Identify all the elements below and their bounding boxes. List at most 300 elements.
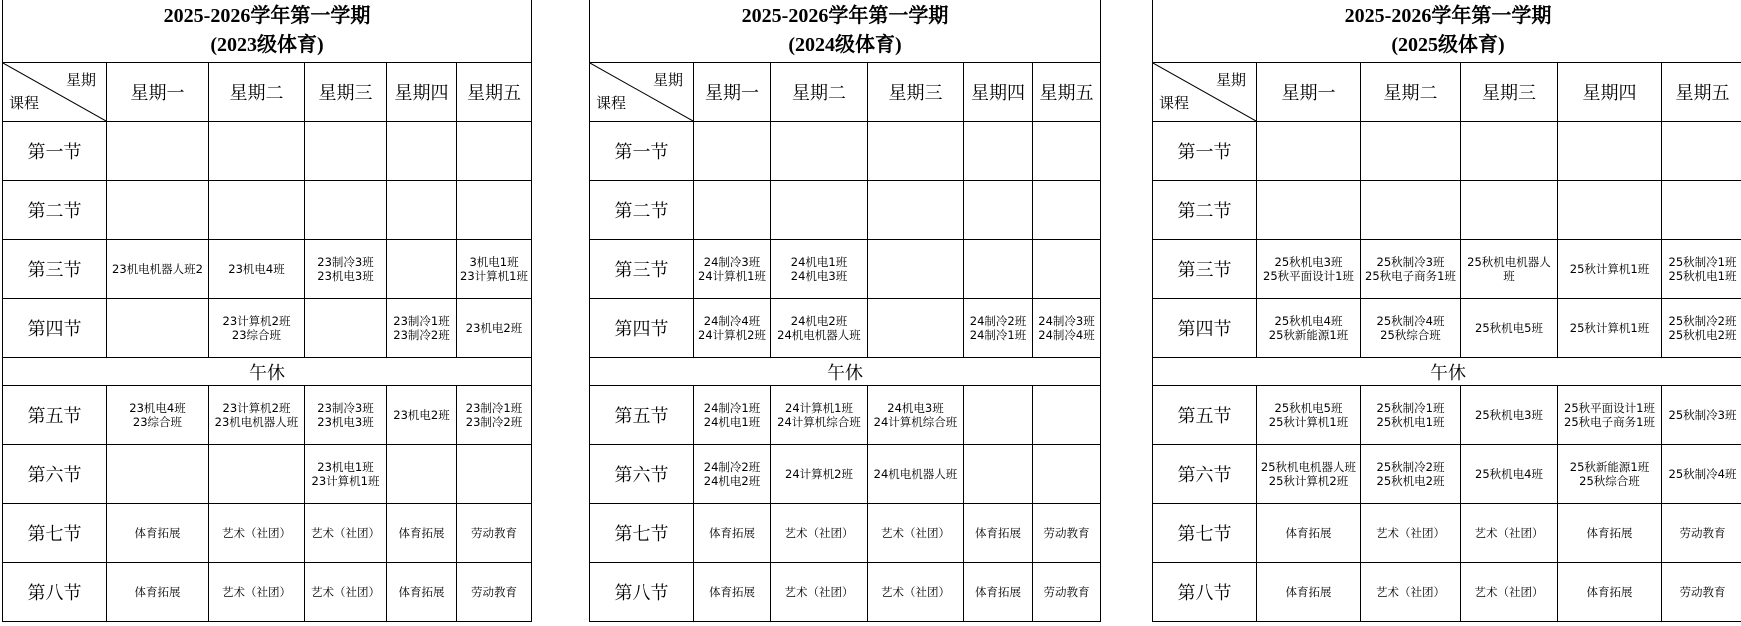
class-entry: 23制冷2班 [393,328,450,342]
schedule-cell [1558,181,1662,240]
class-entry: 25秋制冷3班 [1376,255,1445,269]
title-line-1: 2025-2026学年第一学期 [163,5,371,27]
period-row [1153,563,1741,622]
class-entry: 25秋制冷2班 [1376,460,1445,474]
class-entry: 25秋机电3班 [1274,255,1343,269]
schedule-cell [1257,240,1361,299]
period-row [3,299,532,358]
corner-period-label: 课程 [9,94,40,112]
corner-period-label: 课程 [596,94,627,112]
schedule-cell [964,181,1033,240]
schedule-cell [1461,386,1558,445]
lunch-break-row [1153,358,1741,386]
class-entry: 25秋机电3班 [1475,408,1543,422]
class-entry: 23制冷1班 [465,401,523,415]
schedule-cell [1558,122,1662,181]
day-header-2: 星期二 [209,63,305,122]
schedule-cell [694,504,771,563]
class-entry: 25秋计算机1班 [1569,321,1650,335]
schedule-cell [1257,563,1361,622]
schedule-cell [1361,181,1461,240]
schedule-cell [1662,504,1741,563]
schedule-cell [868,386,964,445]
class-entry: 25秋综合班 [1579,474,1640,488]
period-row [590,563,1101,622]
class-entry: 25秋电子商务1班 [1365,269,1456,283]
schedule-cell [694,445,771,504]
class-entry: 25秋计算机1班 [1268,415,1349,429]
schedule-cell [1461,122,1558,181]
period-label: 第三节 [1153,240,1257,299]
schedule-cell [107,299,209,358]
schedule-cell [457,122,532,181]
corner-header [3,63,107,122]
class-entry: 25秋机电4班 [1475,467,1543,481]
period-label: 第五节 [590,386,694,445]
class-entry: 艺术（社团） [784,585,854,599]
class-entry: 艺术（社团） [311,526,380,540]
period-row [590,386,1101,445]
class-entry: 体育拓展 [134,526,181,540]
class-entry: 23制冷3班 [317,255,374,269]
schedule-cell [209,386,305,445]
class-entry: 体育拓展 [398,585,445,599]
schedule-cell [107,445,209,504]
period-label: 第六节 [1153,445,1257,504]
period-label: 第一节 [590,122,694,181]
schedule-cell [1662,240,1741,299]
class-entry: 25秋机电2班 [1376,474,1445,488]
class-entry: 体育拓展 [975,526,1021,540]
schedule-cell [387,504,457,563]
lunch-break-row [590,358,1101,386]
schedule-cell [1361,504,1461,563]
schedule-cell [1361,240,1461,299]
class-entry: 体育拓展 [1586,585,1633,599]
class-entry: 25秋制冷1班 [1376,401,1445,415]
class-entry: 25秋新能源1班 [1268,328,1349,342]
day-header-1: 星期一 [694,63,771,122]
class-entry: 24制冷2班 [703,460,761,474]
class-entry: 体育拓展 [709,585,755,599]
schedule-cell [1461,240,1558,299]
schedule-cell [457,299,532,358]
period-row [590,122,1101,181]
class-entry: 25秋机电1班 [1668,269,1737,283]
period-label: 第七节 [1153,504,1257,563]
period-row [590,181,1101,240]
schedule-cell [771,299,868,358]
class-entry: 劳动教育 [471,526,517,540]
title-line-2: (2025级体育) [1391,34,1505,56]
schedule-cell [209,504,305,563]
class-entry: 劳动教育 [1043,585,1090,599]
schedule-cell [1257,181,1361,240]
period-row [3,240,532,299]
class-entry: 24制冷4班 [1038,328,1095,342]
schedule-cell [1361,299,1461,358]
title-row [3,0,532,63]
class-entry: 24机电机器人班 [873,467,958,481]
class-entry: 体育拓展 [1285,526,1332,540]
schedule-cell [1033,299,1101,358]
schedule-cell [1461,181,1558,240]
class-entry: 25秋机电5班 [1274,401,1343,415]
lunch-break-label: 午休 [590,358,1101,386]
schedule-cell [1257,386,1361,445]
schedule-cell [868,445,964,504]
class-entry: 25秋制冷2班 [1668,314,1737,328]
schedule-cell [457,386,532,445]
title-line-1: 2025-2026学年第一学期 [1344,5,1552,27]
class-entry: 23机电3班 [317,415,374,429]
class-entry: 24机电机器人班 [777,328,861,342]
corner-day-label: 星期 [652,71,683,89]
class-entry: 24计算机1班 [785,401,853,415]
schedule-cell [305,181,387,240]
schedule-cell [305,240,387,299]
class-entry: 艺术（社团） [311,585,380,599]
schedule-cell [107,504,209,563]
schedule-cell [387,299,457,358]
timetable-2025 [1152,0,1741,622]
schedule-cell [771,122,868,181]
schedule-cell [1033,504,1101,563]
class-entry: 23机电2班 [393,408,450,422]
schedule-cell [387,445,457,504]
period-row [3,445,532,504]
title-row [1153,0,1741,63]
corner-header [1153,63,1257,122]
class-entry: 23计算机1班 [311,474,380,488]
table-title [590,0,1101,63]
schedule-cell [1461,563,1558,622]
class-entry: 25秋制冷1班 [1668,255,1737,269]
corner-header [590,63,694,122]
schedule-cell [1461,445,1558,504]
class-entry: 25秋综合班 [1380,328,1441,342]
day-header-1: 星期一 [107,63,209,122]
schedule-cell [694,563,771,622]
schedule-cell [771,563,868,622]
period-label: 第二节 [3,181,107,240]
schedule-cell [771,386,868,445]
schedule-cell [209,563,305,622]
day-header-3: 星期三 [868,63,964,122]
schedule-cell [387,240,457,299]
schedule-cell [1662,181,1741,240]
schedule-cell [964,122,1033,181]
class-entry: 体育拓展 [1586,526,1633,540]
schedule-cell [1257,299,1361,358]
class-entry: 25秋制冷4班 [1668,467,1737,481]
schedule-cell [107,122,209,181]
schedule-cell [964,445,1033,504]
title-line-2: (2023级体育) [210,34,324,56]
schedule-cell [1033,386,1101,445]
period-label: 第四节 [590,299,694,358]
schedule-cell [1033,563,1101,622]
period-row [1153,240,1741,299]
class-entry: 24机电2班 [703,474,761,488]
period-row [3,122,532,181]
period-row [1153,504,1741,563]
class-entry: 25秋新能源1班 [1569,460,1650,474]
period-label: 第四节 [1153,299,1257,358]
period-row [3,386,532,445]
schedule-cell [457,445,532,504]
schedule-cell [209,240,305,299]
class-entry: 23制冷2班 [465,415,523,429]
period-label: 第八节 [1153,563,1257,622]
lunch-break-label: 午休 [3,358,532,386]
header-row [590,63,1101,122]
class-entry: 24制冷2班 [969,314,1027,328]
period-label: 第二节 [590,181,694,240]
corner-day-label: 星期 [1215,71,1246,89]
schedule-cell [771,445,868,504]
class-entry: 24机电3班 [887,401,944,415]
day-header-5: 星期五 [1033,63,1101,122]
class-entry: 23机电4班 [228,262,285,276]
class-entry: 25秋平面设计1班 [1263,269,1354,283]
day-header-3: 星期三 [1461,63,1558,122]
header-row [1153,63,1741,122]
schedule-cell [1461,299,1558,358]
schedule-cell [457,504,532,563]
table-title [3,0,532,63]
period-label: 第七节 [3,504,107,563]
class-entry: 艺术（社团） [784,526,854,540]
schedule-cell [457,240,532,299]
day-header-5: 星期五 [1662,63,1741,122]
period-row [1153,386,1741,445]
schedule-cell [1361,445,1461,504]
schedule-cell [1662,563,1741,622]
class-entry: 23综合班 [231,328,282,342]
schedule-cell [1361,386,1461,445]
schedule-cell [209,122,305,181]
class-entry: 25秋平面设计1班 [1564,401,1655,415]
schedule-cell [694,299,771,358]
period-row [1153,181,1741,240]
class-entry: 劳动教育 [471,585,517,599]
schedule-cell [868,504,964,563]
class-entry: 23制冷1班 [393,314,450,328]
schedule-cell [107,563,209,622]
period-row [1153,299,1741,358]
timetable-2023 [2,0,532,622]
schedule-cell [868,122,964,181]
class-entry: 25秋计算机2班 [1268,474,1349,488]
class-entry: 23机电4班 [129,401,186,415]
schedule-cell [305,445,387,504]
class-entry: 24计算机综合班 [777,415,861,429]
schedule-cell [107,240,209,299]
class-entry: 24计算机2班 [698,328,766,342]
class-entry: 23制冷3班 [317,401,374,415]
schedule-cell [1361,122,1461,181]
period-label: 第八节 [590,563,694,622]
class-entry: 艺术（社团） [1376,526,1445,540]
schedule-cell [305,386,387,445]
schedule-cell [209,181,305,240]
title-line-1: 2025-2026学年第一学期 [741,5,949,27]
period-label: 第一节 [3,122,107,181]
schedule-cell [964,563,1033,622]
schedule-cell [694,181,771,240]
class-entry: 24制冷4班 [703,314,761,328]
schedule-cell [868,563,964,622]
class-entry: 艺术（社团） [222,526,291,540]
day-header-3: 星期三 [305,63,387,122]
schedule-cell [305,122,387,181]
class-entry: 艺术（社团） [881,585,950,599]
class-entry: 艺术（社团） [222,585,291,599]
timetable-2024 [589,0,1101,622]
schedule-cell [305,299,387,358]
schedule-cell [457,563,532,622]
lunch-break-label: 午休 [1153,358,1741,386]
corner-day-label: 星期 [65,71,96,89]
class-entry: 23综合班 [132,415,183,429]
class-entry: 25秋机电5班 [1475,321,1543,335]
schedule-cell [868,240,964,299]
class-entry: 25秋电子商务1班 [1564,415,1655,429]
class-entry: 23计算机2班 [222,401,291,415]
period-row [1153,122,1741,181]
class-entry: 体育拓展 [134,585,181,599]
class-entry: 劳动教育 [1043,526,1090,540]
class-entry: 劳动教育 [1679,526,1726,540]
class-entry: 25秋机电机器人 [1467,255,1551,269]
period-row [590,240,1101,299]
class-entry: 23机电3班 [317,269,374,283]
table-title [1153,0,1741,63]
schedule-cell [1558,445,1662,504]
day-header-2: 星期二 [771,63,868,122]
schedule-cell [1558,299,1662,358]
class-entry: 24计算机1班 [698,269,766,283]
period-label: 第三节 [3,240,107,299]
class-entry: 24制冷3班 [1038,314,1095,328]
period-row [3,181,532,240]
class-entry: 体育拓展 [398,526,445,540]
period-row [3,504,532,563]
schedule-cell [1558,563,1662,622]
schedule-cell [1662,386,1741,445]
schedule-cell [387,122,457,181]
header-row [3,63,532,122]
schedule-cell [964,299,1033,358]
period-row [590,504,1101,563]
period-label: 第五节 [3,386,107,445]
class-entry: 25秋制冷4班 [1376,314,1445,328]
class-entry: 班 [1503,269,1515,283]
schedule-cell [1033,240,1101,299]
class-entry: 劳动教育 [1679,585,1726,599]
schedule-cell [771,181,868,240]
schedule-cell [1361,563,1461,622]
schedule-cell [1662,445,1741,504]
class-entry: 艺术（社团） [881,526,950,540]
lunch-break-row [3,358,532,386]
class-entry: 25秋机电2班 [1668,328,1737,342]
class-entry: 24计算机综合班 [873,415,958,429]
class-entry: 23机电机器人班 [214,415,299,429]
day-header-4: 星期四 [1558,63,1662,122]
schedule-cell [1558,240,1662,299]
class-entry: 体育拓展 [975,585,1021,599]
schedule-cell [107,386,209,445]
class-entry: 24制冷1班 [969,328,1027,342]
day-header-5: 星期五 [457,63,532,122]
class-entry: 艺术（社团） [1376,585,1445,599]
class-entry: 24制冷1班 [703,401,761,415]
title-line-2: (2024级体育) [788,34,902,56]
schedule-cell [964,504,1033,563]
schedule-cell [1558,386,1662,445]
schedule-cell [1033,445,1101,504]
period-row [590,445,1101,504]
schedule-cell [964,240,1033,299]
schedule-cell [1033,122,1101,181]
class-entry: 3机电1班 [469,255,519,269]
corner-period-label: 课程 [1159,94,1190,112]
schedule-cell [1558,504,1662,563]
schedule-cell [457,181,532,240]
period-label: 第六节 [590,445,694,504]
period-row [3,563,532,622]
period-label: 第三节 [590,240,694,299]
schedule-cell [771,504,868,563]
schedule-cell [1257,504,1361,563]
schedule-cell [305,563,387,622]
class-entry: 25秋计算机1班 [1569,262,1650,276]
class-entry: 25秋机电机器人班 [1260,460,1357,474]
period-label: 第七节 [590,504,694,563]
class-entry: 艺术（社团） [1474,585,1544,599]
class-entry: 23机电机器人班2 [112,262,203,276]
class-entry: 23机电2班 [465,321,523,335]
class-entry: 体育拓展 [1285,585,1332,599]
schedule-cell [209,445,305,504]
day-header-1: 星期一 [1257,63,1361,122]
schedule-cell [1257,445,1361,504]
schedule-cell [964,386,1033,445]
class-entry: 艺术（社团） [1474,526,1544,540]
class-entry: 24机电1班 [703,415,761,429]
class-entry: 24机电1班 [790,255,848,269]
schedule-cell [1461,504,1558,563]
class-entry: 24制冷3班 [703,255,761,269]
class-entry: 24机电2班 [790,314,848,328]
schedule-cell [868,299,964,358]
schedule-cell [1257,122,1361,181]
schedule-cell [771,240,868,299]
class-entry: 25秋制冷3班 [1668,408,1737,422]
day-header-4: 星期四 [964,63,1033,122]
day-header-4: 星期四 [387,63,457,122]
schedule-cell [209,299,305,358]
class-entry: 25秋机电1班 [1376,415,1445,429]
class-entry: 23机电1班 [317,460,374,474]
period-row [1153,445,1741,504]
class-entry: 23计算机2班 [222,314,291,328]
class-entry: 24计算机2班 [785,467,853,481]
schedule-cell [387,181,457,240]
day-header-2: 星期二 [1361,63,1461,122]
